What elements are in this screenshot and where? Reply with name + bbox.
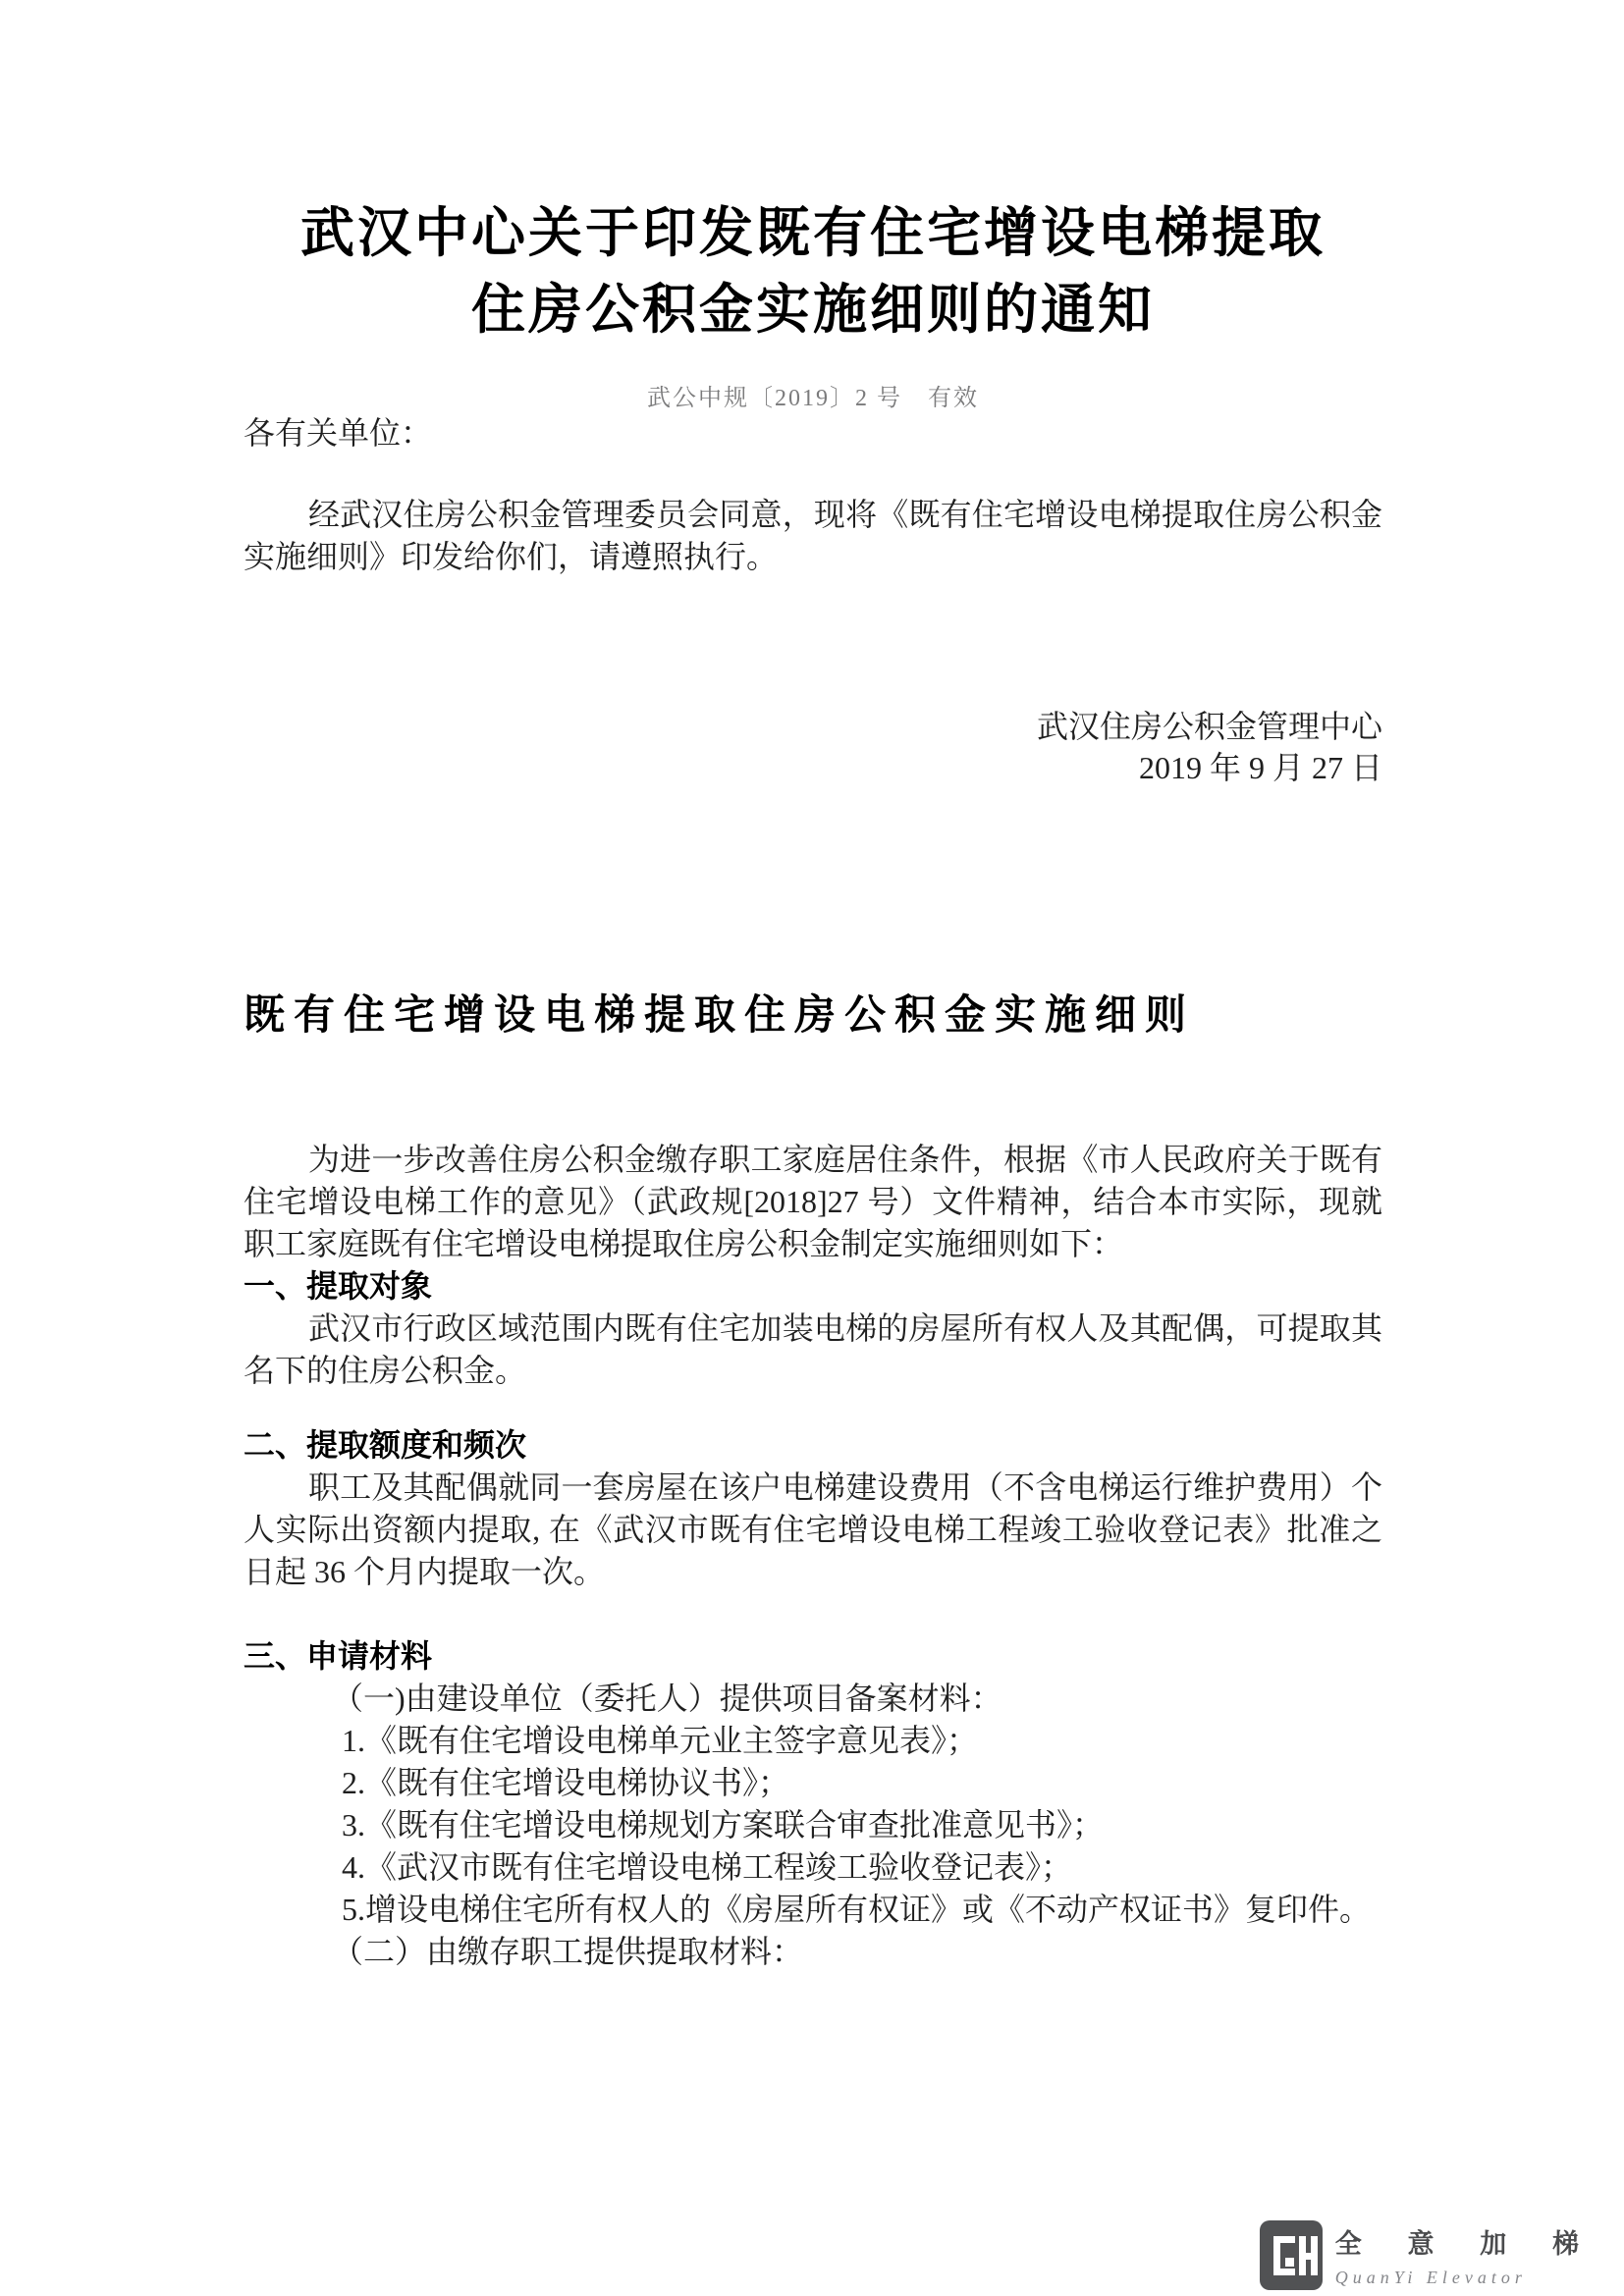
doc-number-line xyxy=(244,378,1382,412)
salutation: 各有关单位： xyxy=(244,415,433,451)
material-item-4: 4.《武汉市既有住宅增设电梯工程竣工验收登记表》； xyxy=(342,1849,1073,1885)
section-3-sub-2-label: （二）由缴存职工提供提取材料： xyxy=(332,1934,804,1969)
signature-date: 2019 年 9 月 27 日 xyxy=(1138,750,1382,785)
signature-org: 武汉住房公积金管理中心 xyxy=(1036,709,1382,744)
section-1-body: 武汉市行政区域范围内既有住宅加装电梯的房屋所有权人及其配偶，可提取其名下的住房公积金。 xyxy=(244,1310,1382,1388)
rules-preamble: 为进一步改善住房公积金缴存职工家庭居住条件，根据《市人民政府关于既有住宅增设电梯工作的意见》（武政规[2018]27 号）文件精神，结合本市实际，现就职工家庭既有住宅增设电梯提取住房公积金制定实施细则如下： xyxy=(244,1142,1382,1261)
notice-title-line1: 武汉中心关于印发既有住宅增设电梯提取 xyxy=(299,203,1326,263)
document-content xyxy=(0,195,1624,1973)
section-2-body: 职工及其配偶就同一套房屋在该户电梯建设费用（不含电梯运行维护费用）个人实际出资额内提取, 在《武汉市既有住宅增设电梯工程竣工验收登记表》批准之日起 36 个月内提取一次。 xyxy=(244,1469,1382,1589)
notice-title-line2: 住房公积金实施细则的通知 xyxy=(470,280,1155,340)
doc-number: 武公中规〔2019〕2 号 xyxy=(647,386,902,411)
section-3-heading: 三、申请材料 xyxy=(244,1638,433,1674)
section-3-sub-1-label: （一)由建设单位（委托人）提供项目备案材料： xyxy=(332,1681,1002,1716)
brand-name-chinese: 全 意 加 梯 xyxy=(1334,2229,1598,2259)
notice-body: 经武汉住房公积金管理委员会同意，现将《既有住宅增设电梯提取住房公积金实施细则》印发给你们，请遵照执行。 xyxy=(244,497,1382,574)
signature-block xyxy=(244,706,1382,788)
section-1-heading: 一、提取对象 xyxy=(244,1268,433,1304)
brand-names xyxy=(1335,2227,1598,2290)
material-item-3: 3.《既有住宅增设电梯规划方案联合审查批准意见书》； xyxy=(342,1807,1105,1842)
brand-name-english: QuanYi Elevator xyxy=(1334,2268,1527,2287)
material-item-2: 2.《既有住宅增设电梯协议书》； xyxy=(342,1765,790,1800)
brand-logo-icon xyxy=(1260,2220,1323,2290)
rules-title: 既有住宅增设电梯提取住房公积金实施细则 xyxy=(244,993,1196,1039)
brand-watermark xyxy=(1260,2220,1598,2290)
section-2-heading: 二、提取额度和频次 xyxy=(244,1427,527,1463)
notice-title xyxy=(244,195,1382,348)
material-item-5: 5.增设电梯住宅所有权人的《房屋所有权证》或《不动产权证书》复印件。 xyxy=(342,1892,1372,1927)
doc-status: 有效 xyxy=(928,386,979,411)
material-item-1: 1.《既有住宅增设电梯单元业主签字意见表》； xyxy=(342,1723,979,1758)
